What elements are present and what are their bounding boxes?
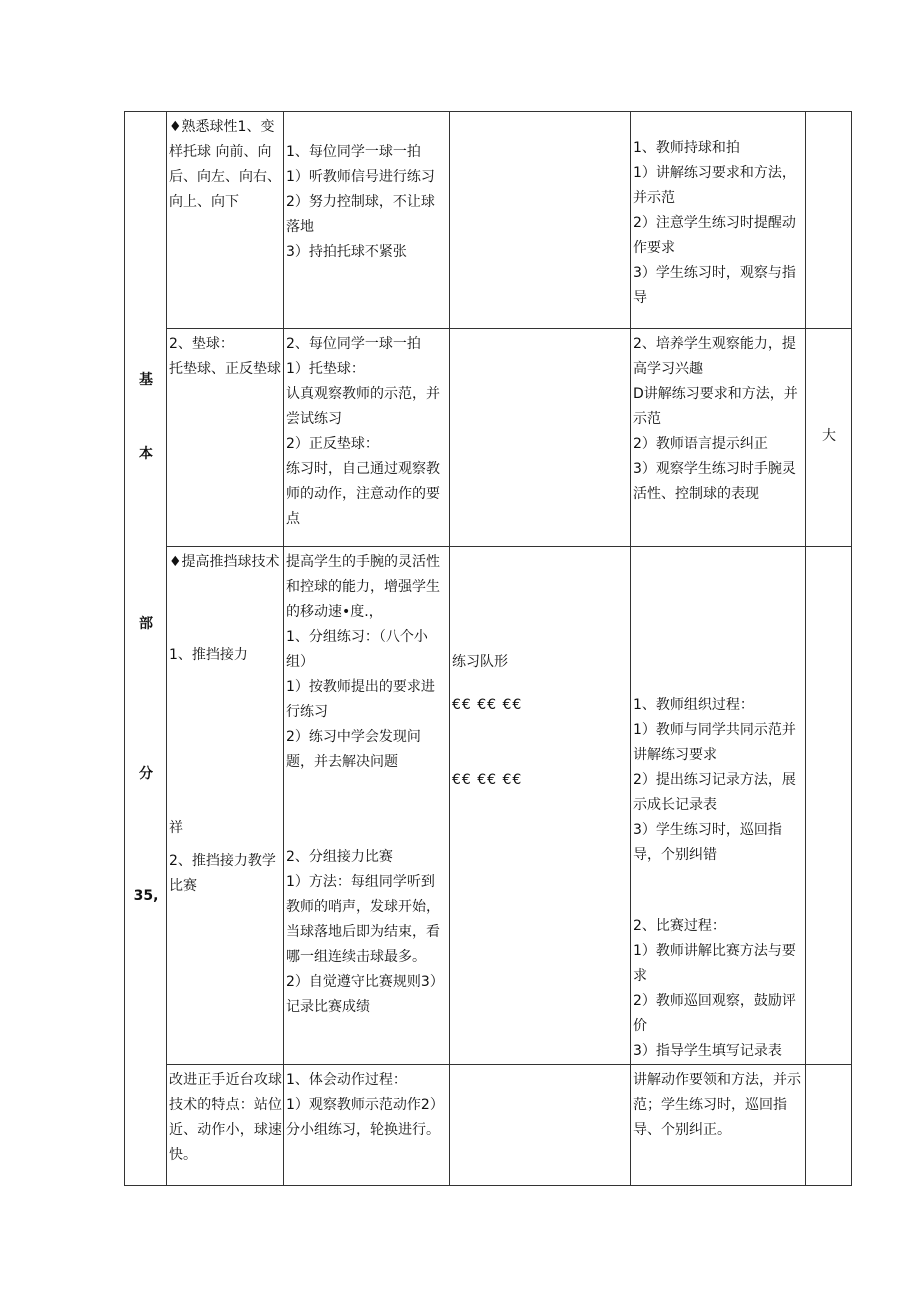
content-cell: [167, 547, 284, 1065]
organization-cell: [450, 547, 631, 1065]
section-char: 分: [139, 766, 153, 782]
content-cell: [167, 329, 284, 547]
content-line: 托垫球、正反垫球: [169, 361, 281, 377]
lesson-plan-table: [124, 111, 852, 1186]
requirement-line: 练习时，自己通过观察教师的动作，注意动作的要点: [286, 461, 440, 527]
teacher-line: 3）学生练习时，观察与指导: [633, 265, 796, 306]
table-row: [125, 112, 852, 329]
teacher-line: 2、培养学生观察能力，提高学习兴趣: [633, 336, 796, 377]
content-line: ♦提高推挡球技术: [169, 554, 280, 570]
teacher-line: 1、教师持球和拍: [633, 140, 740, 156]
teacher-line: 3）观察学生练习时手腕灵活性、控制球的表现: [633, 461, 796, 502]
section-char: 部: [139, 616, 153, 632]
requirements-cell: [284, 1065, 450, 1186]
content-text: 2、推挡接力教学比赛: [169, 853, 276, 894]
requirement-text: 1）观察教师示范动作2）分小组练习，轮换进行。: [286, 1097, 444, 1138]
teacher-text: 讲解动作要领和方法，并示范；学生练习时，巡回指导、个别纠正。: [633, 1072, 801, 1138]
requirement-line: 2）正反垫球：: [286, 436, 379, 452]
content-text: 改进正手近台攻球技术的特点：站位近、动作小，球速快。: [169, 1072, 282, 1163]
last-cell: [806, 329, 852, 547]
last-cell: [806, 547, 852, 1065]
requirements-cell: [284, 112, 450, 329]
requirements-cell: [284, 547, 450, 1065]
teacher-line: 2）教师语言提示纠正: [633, 436, 768, 452]
content-line: 2、垫球：: [169, 336, 234, 352]
content-text: ♦熟悉球性1、变样托球 向前、向后、向左、向右、向上、向下: [169, 119, 281, 210]
last-cell: [806, 112, 852, 329]
requirement-line: 1、体会动作过程：: [286, 1072, 407, 1088]
teacher-line: 2）注意学生练习时提醒动作要求: [633, 215, 796, 256]
teacher-line: 2、比赛过程：: [633, 918, 726, 934]
requirement-line: 1、每位同学一球一拍: [286, 144, 421, 160]
table-row: [125, 1065, 852, 1186]
formation-row: €€ €€ €€: [452, 697, 523, 713]
table-row: [125, 547, 852, 1065]
requirement-text: 1）方法：每组同学听到教师的哨声，发球开始，当球落地后即为结束，看哪一组连续击球最多。: [286, 874, 440, 965]
teacher-text: 3）学生练习时，巡回指导，个别纠错: [633, 822, 782, 863]
content-line: 祥: [169, 820, 183, 836]
requirement-line: 3）持拍托球不紧张: [286, 244, 407, 260]
requirement-line: 1、分组练习：（八个小组）: [286, 629, 428, 670]
content-cell: [167, 112, 284, 329]
requirement-text: 2）自觉遵守比赛规则3）记录比赛成绩: [286, 974, 444, 1015]
requirement-line: 2）努力控制球，不让球落地: [286, 194, 435, 235]
section-char: 本: [139, 446, 153, 462]
section-time: 35,: [133, 888, 159, 904]
last-cell: [806, 1065, 852, 1186]
teacher-cell: [631, 112, 806, 329]
teacher-cell: [631, 547, 806, 1065]
requirements-cell: [284, 329, 450, 547]
content-line: 1、推挡接力: [169, 647, 248, 663]
teacher-line: 1）讲解练习要求和方法，并示范: [633, 165, 796, 206]
requirement-text: 提高学生的手腕的灵活性和控球的能力，增强学生的移动速•度.，: [286, 554, 440, 620]
requirement-line: 1）托垫球：: [286, 361, 365, 377]
formation-row: €€ €€ €€: [452, 772, 523, 788]
organization-cell: [450, 112, 631, 329]
requirement-text: 2）练习中学会发现问题，并去解决问题: [286, 729, 421, 770]
requirement-line: 认真观察教师的示范，并尝试练习: [286, 386, 440, 427]
organization-cell: [450, 329, 631, 547]
teacher-text: 1）教师与同学共同示范并讲解练习要求: [633, 722, 796, 763]
teacher-cell: [631, 329, 806, 547]
section-cell: [125, 112, 167, 1186]
formation-title: 练习队形: [452, 654, 508, 670]
teacher-text: 2）教师巡回观察，鼓励评价: [633, 993, 796, 1034]
last-char: 大: [822, 428, 836, 444]
content-cell: [167, 1065, 284, 1186]
requirement-text: 1）按教师提出的要求进行练习: [286, 679, 435, 720]
teacher-line: 3）指导学生填写记录表: [633, 1043, 782, 1059]
requirement-line: 2、分组接力比赛: [286, 849, 393, 865]
requirement-line: 1）听教师信号进行练习: [286, 169, 435, 185]
teacher-line: 1、教师组织过程：: [633, 697, 754, 713]
teacher-text: 2）提出练习记录方法，展示成长记录表: [633, 772, 796, 813]
table-row: [125, 329, 852, 547]
requirement-line: 2、每位同学一球一拍: [286, 336, 421, 352]
teacher-text: 1）教师讲解比赛方法与要求: [633, 943, 796, 984]
organization-cell: [450, 1065, 631, 1186]
teacher-line: D讲解练习要求和方法，并示范: [633, 386, 798, 427]
section-char: 基: [139, 372, 153, 388]
teacher-cell: [631, 1065, 806, 1186]
